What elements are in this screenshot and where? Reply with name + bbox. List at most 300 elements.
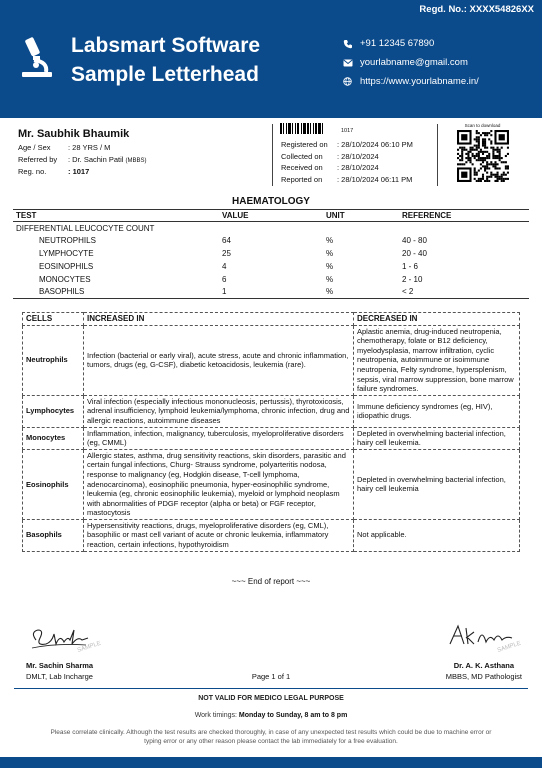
qr-module (461, 159, 463, 161)
signatory-right-name: Dr. A. K. Asthana (453, 661, 514, 670)
qr-module (459, 155, 461, 157)
qr-module (505, 165, 507, 167)
qr-module (476, 149, 478, 151)
qr-module (499, 159, 501, 161)
qr-module (472, 153, 474, 155)
qr-module (474, 167, 476, 169)
qr-module (492, 165, 494, 167)
divider (272, 124, 273, 186)
date-label: Collected on (281, 151, 323, 161)
qr-module (486, 147, 488, 149)
table-row (23, 325, 520, 395)
increased-in: Viral infection (especially infectious mononucleosis, pertussis), thyrotoxicosis, adrenal insufficiency, lymphoid leukemia/lymphoma, chronic infection, drug and allergic reactions, autoimmune diseases (84, 395, 354, 427)
reg-label: Reg. no. (18, 167, 47, 176)
decreased-in: Depleted in overwhelming bacterial infection, hairy cell leukemia. (354, 427, 520, 449)
barcode-bar (286, 123, 287, 134)
qr-module (476, 172, 478, 174)
age-sex-row (18, 143, 147, 155)
reported-row (281, 175, 413, 187)
test-unit: % (326, 236, 334, 246)
qr-module (478, 142, 480, 144)
qr-module (490, 130, 492, 132)
qr-module (507, 165, 509, 167)
qr-module (486, 165, 488, 167)
qr-module (478, 159, 480, 161)
qr-module (480, 180, 482, 182)
barcode-bar (310, 123, 311, 134)
qr-module (484, 170, 486, 172)
barcode-bar (297, 123, 299, 134)
test-value: 6 (222, 274, 227, 284)
qr-module (503, 172, 505, 174)
test-value: 25 (222, 248, 231, 258)
signature-right (442, 618, 522, 654)
qr-module (486, 163, 488, 165)
qr-module (484, 151, 486, 153)
qr-module (463, 149, 465, 151)
date-label: Registered on (281, 140, 328, 149)
decreased-in: Immune deficiency syndromes (eg, HIV), idiopathic drugs. (354, 395, 520, 427)
table-row (23, 395, 520, 427)
qr-module (490, 147, 492, 149)
test-value: 4 (222, 261, 227, 271)
phone-number: +91 12345 67890 (360, 38, 435, 49)
qr-module (482, 178, 484, 180)
end-of-report: ~~~ End of report ~~~ (231, 577, 311, 586)
cell-name: Eosinophils (23, 449, 84, 519)
qr-module (482, 140, 484, 142)
contact-block (343, 34, 479, 91)
qr-module (482, 174, 484, 176)
table-row (23, 427, 520, 449)
qr-module (501, 180, 503, 182)
sample-stamp: SAMPLE (76, 640, 102, 654)
results-table (13, 209, 529, 299)
phone-row (343, 34, 479, 53)
decreased-in: Aplastic anemia, drug-induced neutropenia, chemotherapy, folate or B12 deficiency, myelodysplasia, marrow infiltration, cyclic neutropenia, autoimmune or isoimmune neutropenia, Felty syndrome, hypersplenism, sepsis, viral marrow suppression, bone marrow failure syndromes. (354, 325, 520, 395)
qr-module (494, 149, 496, 151)
qr-module (499, 151, 501, 153)
qr-module (484, 138, 486, 140)
qr-module (467, 151, 469, 153)
test-reference: 20 - 40 (402, 248, 427, 258)
qr-module (486, 172, 488, 174)
qr-module (480, 163, 482, 165)
barcode-bar (295, 123, 296, 134)
qr-module (490, 161, 492, 163)
qr-module (501, 178, 503, 180)
qr-module (499, 167, 501, 169)
col-decreased: DECREASED IN (354, 313, 520, 326)
cell-name: Monocytes (23, 427, 84, 449)
qr-module (497, 163, 499, 165)
qr-module (490, 134, 492, 136)
qr-module (472, 147, 474, 149)
qr-module (488, 132, 490, 134)
qr-module (482, 142, 484, 144)
qr-module (474, 145, 476, 147)
qr-module (480, 178, 482, 180)
qr-module (494, 176, 496, 178)
barcode-bar (303, 123, 306, 134)
qr-module (499, 149, 501, 151)
qr-module (486, 155, 488, 157)
referred-row (18, 155, 147, 167)
referred-label: Referred by (18, 155, 58, 164)
brand-name (71, 31, 260, 89)
qr-module (457, 149, 459, 151)
qr-module (461, 147, 463, 149)
test-unit: % (326, 261, 334, 271)
qr-module (469, 161, 471, 163)
qr-module (497, 167, 499, 169)
qr-module (490, 163, 492, 165)
qr-module (469, 151, 471, 153)
qr-module (507, 147, 509, 149)
qr-module (480, 149, 482, 151)
qr-module (505, 155, 507, 157)
qr-module (461, 134, 467, 140)
qr-module (499, 153, 501, 155)
col-test: TEST (13, 210, 222, 222)
qr-module (484, 145, 486, 147)
qr-module (472, 163, 474, 165)
decreased-in: Depleted in overwhelming bacterial infection, hairy cell leukemia (354, 449, 520, 519)
table-row (13, 260, 529, 273)
qr-module (499, 155, 501, 157)
qr-module (482, 132, 484, 134)
barcode-bar (307, 123, 309, 134)
signature-left (26, 618, 106, 654)
qr-module (505, 167, 507, 169)
qr-module (503, 161, 505, 163)
qr-module (476, 138, 478, 140)
qr-module (499, 176, 501, 178)
cell-name: Lymphocytes (23, 395, 84, 427)
col-unit: UNIT (326, 210, 402, 222)
qr-module (507, 153, 509, 155)
test-unit: % (326, 274, 334, 284)
legal-notice: NOT VALID FOR MEDICO LEGAL PURPOSE (198, 695, 344, 702)
qr-module (494, 155, 496, 157)
qr-module (497, 178, 499, 180)
qr-module (461, 149, 463, 151)
email-row (343, 53, 479, 72)
qr-module (461, 151, 463, 153)
work-timings (0, 712, 542, 719)
qr-module (469, 157, 471, 159)
col-cells: CELLS (23, 313, 84, 326)
test-name: LYMPHOCYTE (39, 248, 94, 258)
qr-module (482, 165, 484, 167)
qr-module (494, 174, 496, 176)
qr-module (467, 159, 469, 161)
col-reference: REFERENCE (402, 210, 529, 222)
qr-module (461, 163, 463, 165)
qr-module (478, 151, 480, 153)
qr-module (490, 140, 492, 142)
table-row (13, 285, 529, 298)
qr-module (501, 161, 503, 163)
test-value: 1 (222, 285, 326, 298)
qr-module (478, 140, 480, 142)
qr-module (497, 176, 499, 178)
qr-module (482, 145, 484, 147)
qr-module (497, 180, 499, 182)
qr-module (478, 153, 480, 155)
qr-module (497, 151, 499, 153)
col-increased: INCREASED IN (84, 313, 354, 326)
qr-module (484, 180, 486, 182)
qr-module (474, 172, 476, 174)
qr-module (478, 145, 480, 147)
col-value: VALUE (222, 210, 326, 222)
qr-module (484, 165, 486, 167)
footer-divider (14, 688, 528, 689)
cell-name: Basophils (23, 519, 84, 551)
timings-label: Work timings: (194, 712, 239, 719)
registration-number: Regd. No.: XXXX54826XX (419, 4, 534, 15)
page-number: Page 1 of 1 (251, 672, 291, 681)
test-reference: 1 - 6 (402, 261, 419, 271)
qr-module (472, 155, 474, 157)
qr-module (461, 157, 463, 159)
qr-module (497, 147, 499, 149)
qr-module (490, 172, 492, 174)
increased-in: Allergic states, asthma, drug sensitivity reactions, skin disorders, parasitic and certain fungal infections, Churg- Strauss syndrome, polyarteritis nodosa, response to malignancy (eg, Hodgkin disease, T-cell lymphoma, adenocarcinoma), eosinophilic pneumonia, hyper-eosinophilic syndrome, leukemia (eg, chronic eosinophilic leukemia), myeloid or lymphoid neoplasm with abnormalities of PDGF receptor (alpha or beta) or FGF receptor, mastocytosis (84, 449, 354, 519)
increased-in: Hypersensitivity reactions, drugs, myeloproliferative disorders (eg, CML), basophilic or mast cell variant of acute or chronic leukemia, inflammatory reaction, certain infections, hypothyroidism (84, 519, 354, 551)
qr-module (490, 174, 492, 176)
qr-module (478, 170, 480, 172)
qr-module (469, 159, 471, 161)
qr-module (465, 161, 467, 163)
qr-module (497, 149, 499, 151)
sample-dates (281, 140, 413, 187)
qr-module (492, 174, 494, 176)
qr-module (457, 157, 459, 159)
qr-module (501, 174, 503, 176)
qr-module (494, 167, 496, 169)
results-header-row (13, 210, 529, 222)
microscope-icon (20, 36, 56, 78)
qr-module (503, 174, 505, 176)
qr-module (480, 157, 482, 159)
qr-module (501, 176, 503, 178)
qr-module (488, 138, 490, 140)
qr-module (474, 155, 476, 157)
qr-module (503, 180, 505, 182)
qr-module (484, 134, 486, 136)
barcode-bar (292, 123, 293, 134)
patient-details (18, 143, 147, 179)
barcode-bar (318, 123, 321, 134)
qr-module (486, 178, 488, 180)
qr-module (476, 159, 478, 161)
qr-module (476, 136, 478, 138)
qr-module (497, 157, 499, 159)
test-reference: 40 - 80 (402, 236, 427, 246)
barcode-bar (313, 123, 314, 134)
qr-module (482, 161, 484, 163)
qr-module (486, 161, 488, 163)
test-unit: % (326, 285, 402, 298)
signatory-left-designation: DMLT, Lab Incharge (26, 672, 93, 681)
divider (437, 124, 438, 186)
qr-module (472, 149, 474, 151)
qr-module (467, 155, 469, 157)
barcode-graphic (280, 123, 336, 134)
increased-in: Infection (bacterial or early viral), acute stress, acute and chronic inflammation, tumors, drugs (eg, G-CSF), diabetic ketoacidosis, leukemia (rare). (84, 325, 354, 395)
test-name: NEUTROPHILS (39, 236, 96, 246)
qr-module (488, 153, 490, 155)
email-address: yourlabname@gmail.com (360, 57, 468, 68)
qr-module (476, 180, 478, 182)
table-row (13, 273, 529, 286)
qr-module (482, 153, 484, 155)
qr-module (492, 157, 494, 159)
qr-module (492, 151, 494, 153)
barcode-bar (315, 123, 317, 134)
decreased-in: Not applicable. (354, 519, 520, 551)
qr-module (457, 153, 459, 155)
qr-module (476, 132, 478, 134)
qr-module (484, 147, 486, 149)
qr-module (465, 149, 467, 151)
qr-module (488, 155, 490, 157)
date-value: : 28/10/2024 06:10 PM (337, 140, 413, 149)
qr-module (505, 161, 507, 163)
globe-icon (343, 77, 360, 86)
date-value: : 28/10/2024 06:11 PM (337, 175, 413, 185)
barcode-bar (301, 123, 302, 134)
qr-module (492, 149, 494, 151)
qr-module (492, 147, 494, 149)
qr-module (494, 161, 496, 163)
signatory-left-name: Mr. Sachin Sharma (26, 661, 94, 670)
qr-module (499, 178, 501, 180)
qr-module (486, 167, 488, 169)
qr-module (469, 149, 471, 151)
qr-module (478, 138, 480, 140)
qr-module (474, 170, 476, 172)
qr-module (469, 147, 471, 149)
website-row (343, 72, 479, 91)
qr-module (488, 180, 490, 182)
qr-module (480, 134, 482, 136)
reg-row (18, 167, 147, 179)
qr-module (482, 159, 484, 161)
cell-name: Neutrophils (23, 325, 84, 395)
age-sex-label: Age / Sex (18, 143, 51, 152)
qr-module (478, 157, 480, 159)
qr-module (497, 155, 499, 157)
test-name: MONOCYTES (39, 274, 91, 284)
qr-module (501, 147, 503, 149)
date-label: Reported on (281, 175, 323, 185)
qr-module (480, 151, 482, 153)
interpretation-header-row (23, 313, 520, 326)
qr-module (499, 157, 501, 159)
section-title: HAEMATOLOGY (232, 196, 310, 207)
registered-row (281, 140, 413, 152)
barcode (280, 123, 353, 134)
qr-module (476, 153, 478, 155)
qr-module (467, 157, 469, 159)
qr-module (476, 140, 478, 142)
disclaimer: Please correlate clinically. Although the test results are checked thoroughly, in case of any unexpected test results which could be due to machine error or typing error or any other reason please contact the lab immediately for a free evaluation. (50, 729, 492, 745)
increased-in: Inflammation, infection, malignancy, tuberculosis, myeloproliferative disorders (eg, CMML) (84, 427, 354, 449)
barcode-number: 1017 (341, 128, 354, 134)
qr-module (478, 132, 480, 134)
interpretation-table (22, 312, 520, 552)
qr-module (486, 134, 488, 136)
patient-name: Mr. Saubhik Bhaumik (18, 128, 130, 140)
letterhead-header (0, 0, 542, 118)
qr-module (503, 178, 505, 180)
referred-value (68, 155, 147, 167)
qr-module (492, 153, 494, 155)
qr-module (476, 155, 478, 157)
qr-module (463, 163, 465, 165)
timings-value: Monday to Sunday, 8 am to 8 pm (238, 712, 348, 719)
qr-code[interactable] (457, 130, 509, 182)
qr-module (486, 151, 488, 153)
barcode-bar (283, 123, 284, 134)
test-reference: < 2 (402, 285, 529, 298)
qr-module (478, 178, 480, 180)
test-reference: 2 - 10 (402, 274, 423, 284)
qr-module (499, 134, 505, 140)
qr-module (459, 163, 461, 165)
qr-module (494, 180, 496, 182)
qr-module (457, 163, 459, 165)
qr-module (459, 159, 461, 161)
qr-module (507, 178, 509, 180)
qr-module (480, 167, 482, 169)
qr-module (463, 147, 465, 149)
qr-module (494, 157, 496, 159)
qr-module (474, 157, 476, 159)
qr-module (474, 174, 476, 176)
qr-module (478, 147, 480, 149)
age-sex-value: : 28 YRS / M (68, 143, 111, 152)
sample-stamp: SAMPLE (496, 640, 522, 654)
group-name: DIFFERENTIAL LEUCOCYTE COUNT (16, 223, 155, 233)
date-label: Received on (281, 163, 323, 173)
table-row (23, 519, 520, 551)
qr-module (484, 140, 486, 142)
qr-module (488, 157, 490, 159)
date-value: : 28/10/2024 (337, 151, 379, 161)
qr-module (488, 176, 490, 178)
qr-module (486, 132, 488, 134)
qr-module (478, 136, 480, 138)
qr-module (486, 157, 488, 159)
qr-module (490, 142, 492, 144)
barcode-bar (322, 123, 323, 134)
qr-module (480, 159, 482, 161)
qr-module (497, 172, 499, 174)
qr-module (505, 178, 507, 180)
qr-module (492, 155, 494, 157)
qr-module (474, 178, 476, 180)
qr-module (482, 176, 484, 178)
qr-module (478, 180, 480, 182)
referred-qualification: (MBBS) (125, 158, 147, 164)
qr-module (465, 157, 467, 159)
test-name: BASOPHILS (13, 285, 222, 298)
collected-row (281, 152, 413, 164)
